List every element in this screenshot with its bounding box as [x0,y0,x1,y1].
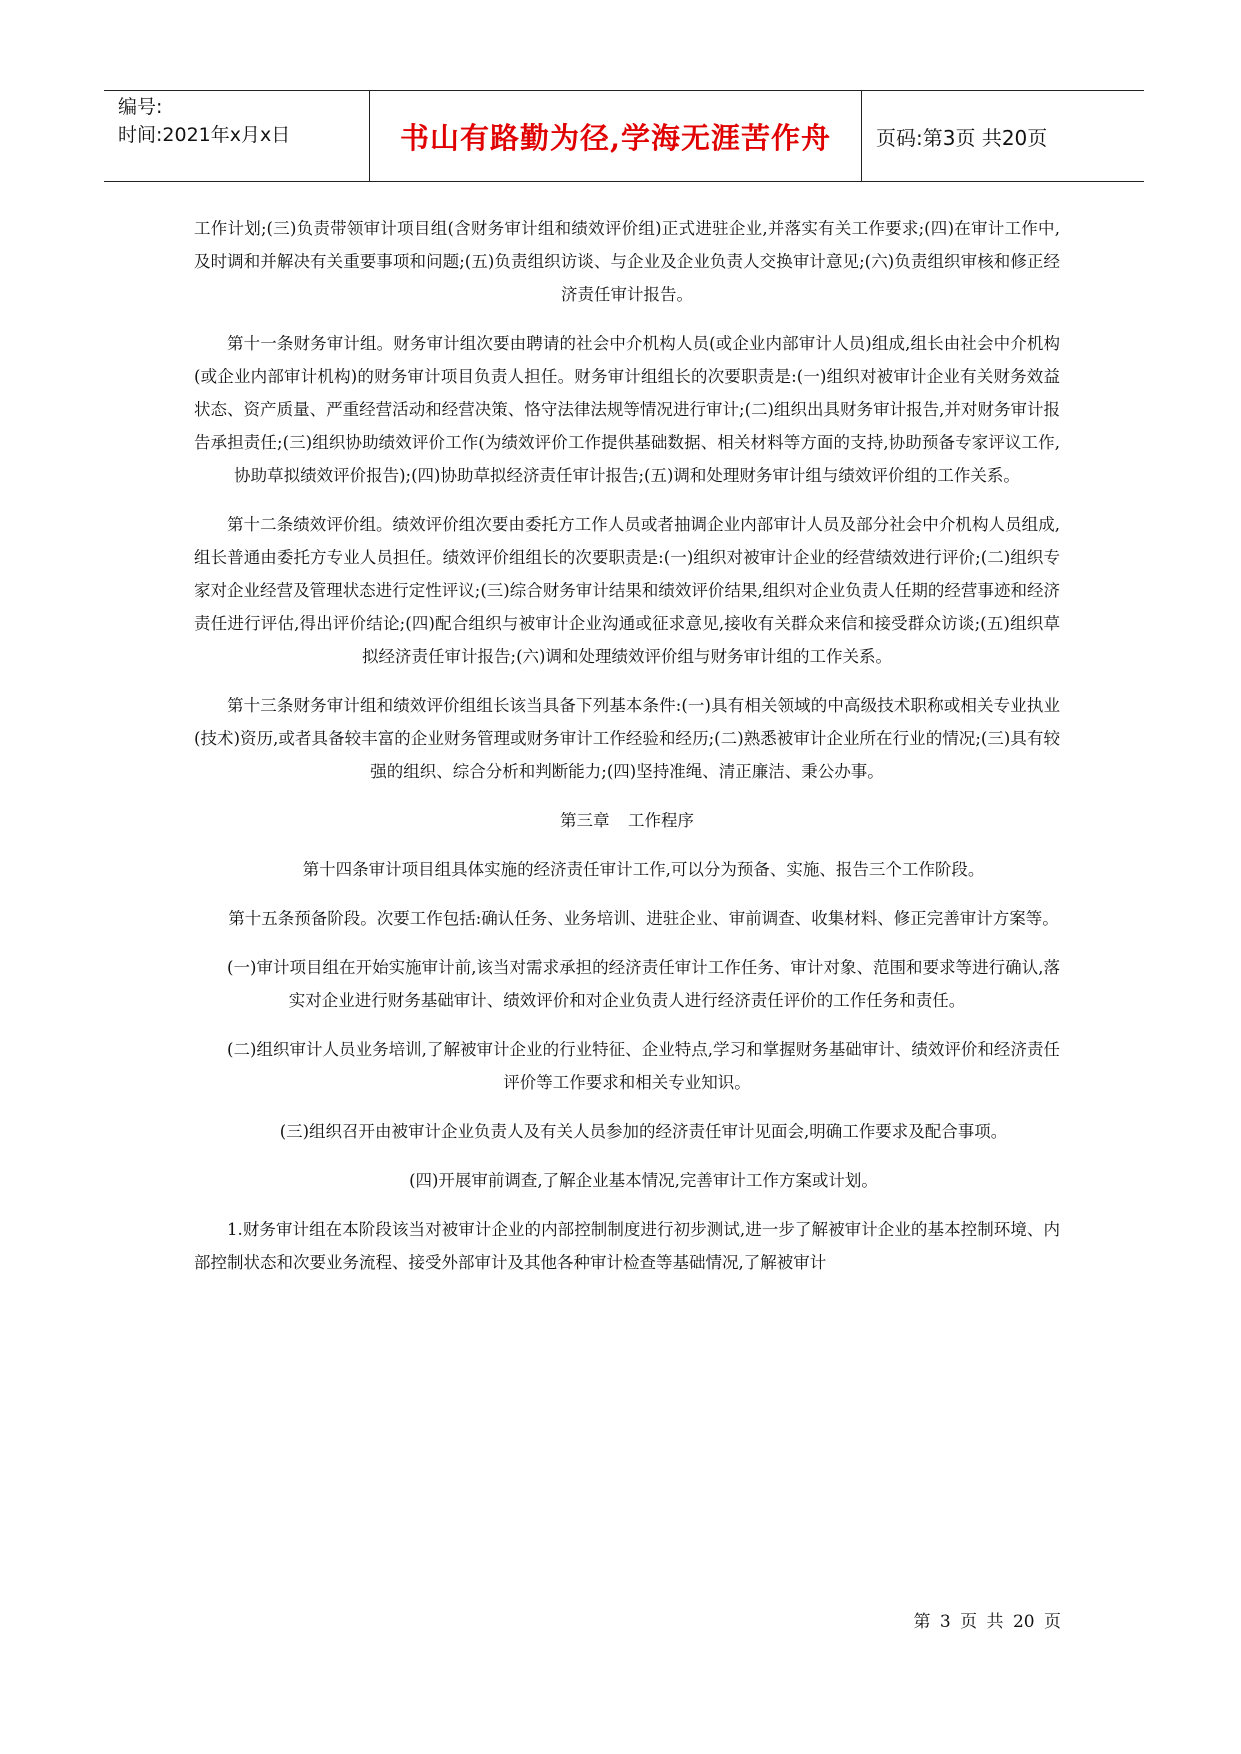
paragraph-sub-1: 1.财务审计组在本阶段该当对被审计企业的内部控制制度进行初步测试,进一步了解被审计企业的基本控制环境、内部控制状态和次要业务流程、接受外部审计及其他各种审计检查等基础情况,了解被审计 [194,1220,1060,1272]
paragraph-item-1: (一)审计项目组在开始实施审计前,该当对需求承担的经济责任审计工作任务、审计对象、范围和要求等进行确认,落实对企业进行财务基础审计、绩效评价和对企业负责人进行经济责任评价的工作任务和责任。 [227,958,1060,1010]
paragraph-article-11: 第十一条财务审计组。财务审计组次要由聘请的社会中介机构人员(或企业内部审计人员)组成,组长由社会中介机构(或企业内部审计机构)的财务审计项目负责人担任。财务审计组组长的次要职责是:(一)组织对被审计企业有关财务效益状态、资产质量、严重经营活动和经营决策、恪守法律法规等情况进行审计;(二)组织出具财务审计报告,并对财务审计报告承担责任;(三)组织协助绩效评价工作(为绩效评价工作提供基础数据、相关材料等方面的支持,协助预备专家评议工作,协助草拟绩效评价报告);(四)协助草拟经济责任审计报告;(五)调和处理财务审计组与绩效评价组的工作关系。 [194,334,1060,485]
document-body [194,212,1060,1295]
paragraph-article-15: 第十五条预备阶段。次要工作包括:确认任务、业务培训、进驻企业、审前调查、收集材料、修正完善审计方案等。 [228,909,1059,928]
paragraph: 工作计划;(三)负责带领审计项目组(含财务审计组和绩效评价组)正式进驻企业,并落实有关工作要求;(四)在审计工作中,及时调和并解决有关重要事项和问题;(五)负责组织访谈、与企业及企业负责人交换审计意见;(六)负责组织审核和修正经济责任审计报告。 [194,219,1060,304]
paragraph-item-4: (四)开展审前调查,了解企业基本情况,完善审计工作方案或计划。 [409,1171,878,1190]
chapter-title: 第三章 工作程序 [560,811,694,830]
document-number-label: 编号: [118,96,163,118]
header-info-cell [104,91,370,181]
document-time-label: 时间:2021年x月x日 [118,124,291,146]
paragraph-article-13: 第十三条财务审计组和绩效评价组组长该当具备下列基本条件:(一)具有相关领域的中高级技术职称或相关专业执业(技术)资历,或者具备较丰富的企业财务管理或财务审计工作经验和经历;(二)熟悉被审计企业所在行业的情况;(三)具有较强的组织、综合分析和判断能力;(四)坚持准绳、清正廉洁、秉公办事。 [194,696,1060,781]
paragraph-item-3: (三)组织召开由被审计企业负责人及有关人员参加的经济责任审计见面会,明确工作要求及配合事项。 [279,1122,1008,1141]
paragraph-item-2: (二)组织审计人员业务培训,了解被审计企业的行业特征、企业特点,学习和掌握财务基础审计、绩效评价和经济责任评价等工作要求和相关专业知识。 [227,1040,1060,1092]
header-page-label: 页码:第3页 共20页 [876,125,1048,150]
paragraph-article-12: 第十二条绩效评价组。绩效评价组次要由委托方工作人员或者抽调企业内部审计人员及部分社会中介机构人员组成,组长普通由委托方专业人员担任。绩效评价组组长的次要职责是:(一)组织对被审计企业的经营绩效进行评价;(二)组织专家对企业经营及管理状态进行定性评议;(三)综合财务审计结果和绩效评价结果,组织对企业负责人任期的经营事迹和经济责任进行评估,得出评价结论;(四)配合组织与被审计企业沟通或征求意见,接收有关群众来信和接受群众访谈;(五)组织草拟经济责任审计报告;(六)调和处理绩效评价组与财务审计组的工作关系。 [194,515,1060,666]
page-footer: 第 3 页 共 20 页 [913,1612,1061,1632]
page-header [104,90,1144,182]
header-motto: 书山有路勤为径,学海无涯苦作舟 [370,91,862,181]
paragraph-article-14: 第十四条审计项目组具体实施的经济责任审计工作,可以分为预备、实施、报告三个工作阶段。 [302,860,985,879]
